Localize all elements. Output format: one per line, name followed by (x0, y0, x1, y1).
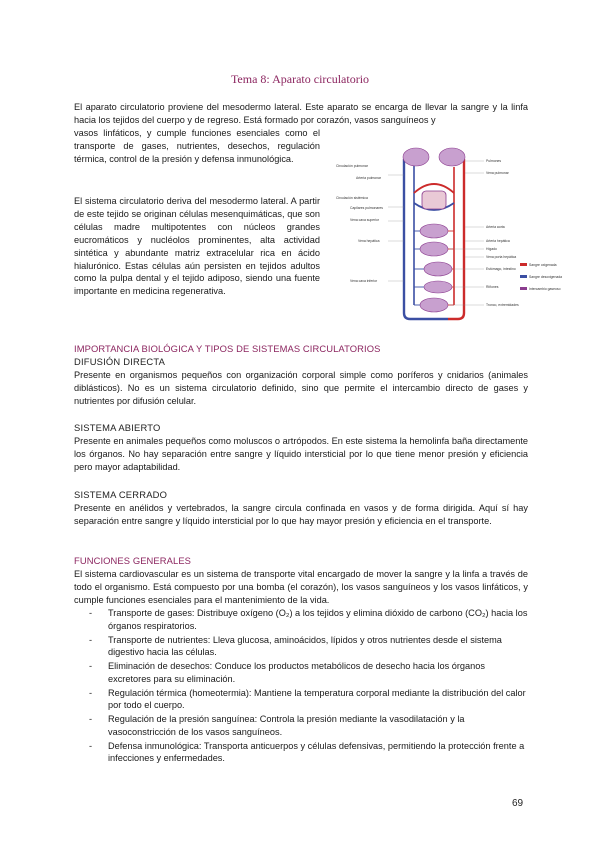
deoxygenated-vessel-main (404, 159, 448, 319)
label-vena-cava-inferior: Vena cava inferior (350, 279, 378, 283)
legend-swatch-oxygenated (520, 263, 527, 266)
label-arteria-pulmonar: Arteria pulmonar (356, 176, 382, 180)
label-vena-hepatica: Vena hepática (358, 239, 380, 243)
liver-capillary (420, 242, 448, 256)
function-item (74, 687, 528, 712)
direct-diffusion-heading: DIFUSIÓN DIRECTA (74, 356, 166, 367)
function-item-text: Eliminación de desechos: Conduce los productos metabólicos de desecho hacia los órganos excretores para su eliminación. (108, 661, 485, 684)
label-vena-pulmonar: Vena pulmonar (486, 171, 509, 175)
gut-capillary (424, 262, 452, 276)
upper-body-capillary (420, 224, 448, 238)
functions-list (74, 607, 528, 766)
label-capilares-pulmonares: Capilares pulmonares (350, 206, 383, 210)
right-labels (486, 159, 519, 307)
list-dash: - (89, 687, 93, 698)
list-dash: - (89, 608, 93, 618)
heart-shape (422, 191, 446, 209)
open-system-text: Presente en animales pequeños como moluscos o artrópodos. En este sistema la hemolinfa baña directamente los órganos. No hay separación entre sangre y líquido intersticial por lo que tiene menor presión y eficiencia pero mayor adaptabilidad. (74, 436, 528, 472)
list-dash: - (89, 634, 93, 645)
diagram-legend (520, 263, 562, 291)
function-item-text: Transporte de nutrientes: Lleva glucosa, aminoácidos, lípidos y otros nutrientes desde el sistema digestivo hacia las células. (108, 634, 502, 658)
legend-swatch-exchange (520, 287, 527, 290)
function-item (74, 607, 528, 632)
lung-capillary-left (403, 148, 429, 166)
intro-paragraph-top: El aparato circulatorio proviene del mesodermo lateral. Este aparato se encarga de llevar la sangre y la linfa hacia los tejidos del cuerpo y de regreso. Está formado por corazón, vasos sanguíneos y (74, 102, 528, 125)
list-dash: - (89, 740, 93, 751)
function-item (74, 713, 528, 738)
legend-exchange: Intercambio gaseoso (529, 287, 561, 291)
function-item-text: Defensa inmunológica: Transporta anticuerpos y células defensivas, permitiendo la protección frente a infecciones y enfermedades. (108, 740, 525, 764)
page-title: Tema 8: Aparato circulatorio (230, 72, 370, 86)
label-vena-cava-superior: Vena cava superior (350, 218, 380, 222)
derivation-paragraph: El sistema circulatorio deriva del mesodermo lateral. A partir de este tejido se originan células mesenquimáticas, que son células madre multipotentes con núcleos grandes eucromáticos y nucléolos prominentes, alta actividad sintética y abundante matriz extracelular rica en ácido hialurónico. Estas células aún persisten en tejidos adultos como la pulpa dental y el tejido adiposo, siendo una fuente importante en medicina regenerativa. (74, 196, 320, 297)
functions-intro: El sistema cardiovascular es un sistema de transporte vital encargado de mover la sangre y la linfa a través de todo el organismo. Está compuesto por una bomba (el corazón), los vasos sanguíneos y los vasos linfáticos, y cumple funciones esenciales para el mantenimiento de la vida. (74, 569, 528, 605)
label-circulacion-pulmonar: Circulación pulmonar (336, 164, 368, 168)
label-arteria-hepatica: Arteria hepática (486, 239, 510, 243)
oxygenated-vessel-main (448, 159, 464, 319)
lung-capillary-right (439, 148, 465, 166)
direct-diffusion-text: Presente en organismos pequeños con organización corporal simple como poríferos y cnidarios (animales diblásticos). No es un sistema circulatorio definido, sino que permite el intercambio directo de gases y nutrientes por difusión celular. (74, 370, 528, 406)
intro-paragraph-rest: vasos linfáticos, y cumple funciones esenciales como el transporte de gases, nutrientes, desechos, regulación térmica, control de la presión y defensa inmunológica. (74, 128, 320, 164)
label-higado: Hígado (486, 247, 497, 251)
functions-heading: FUNCIONES GENERALES (74, 555, 192, 566)
function-item-text: Transporte de gases: Distribuye oxígeno (O₂) a los tejidos y elimina dióxido de carbono (CO₂) hacia los órganos respiratorios. (108, 608, 528, 631)
function-item (74, 740, 528, 765)
label-tronco-extremidades: Tronco, extremidades (486, 303, 519, 307)
label-estomago-intestino: Estómago, intestino (486, 267, 516, 271)
kidney-capillary (424, 281, 452, 293)
circulation-diagram (334, 145, 564, 325)
list-dash: - (89, 661, 93, 672)
circulation-diagram-svg (334, 145, 564, 325)
legend-oxygenated: Sangre oxigenada (529, 263, 557, 267)
closed-system-heading: SISTEMA CERRADO (74, 489, 168, 500)
importance-heading: IMPORTANCIA BIOLÓGICA Y TIPOS DE SISTEMAS CIRCULATORIOS (74, 343, 381, 354)
function-item (74, 634, 528, 659)
left-labels (336, 164, 383, 283)
label-vena-porta-hepatica: Vena porta hepática (486, 255, 517, 259)
label-circulacion-sistemica: Circulación sistémica (336, 196, 368, 200)
venous-branches (414, 231, 424, 305)
label-pulmones: Pulmones (486, 159, 502, 163)
label-rinones: Riñones (486, 285, 499, 289)
function-item-text: Regulación de la presión sanguínea: Controla la presión mediante la vasodilatación y la vasoconstricción de los vasos sanguíneos. (108, 714, 465, 737)
legend-deoxygenated: Sangre desoxigenada (529, 275, 562, 279)
legend-swatch-deoxygenated (520, 275, 527, 278)
capillary-beds (403, 148, 465, 312)
function-item (74, 660, 528, 685)
label-arteria-aorta: Arteria aorta (486, 225, 505, 229)
open-system-heading: SISTEMA ABIERTO (74, 422, 161, 433)
list-dash: - (89, 714, 93, 725)
page-number: 69 (512, 798, 524, 809)
limbs-capillary (420, 298, 448, 312)
closed-system-text: Presente en anélidos y vertebrados, la sangre circula confinada en vasos y de forma dirigida. Aquí sí hay separación entre sangre y líquido intersticial por lo que hay mayor presión y eficiencia en el transporte. (74, 503, 528, 526)
function-item-text: Regulación térmica (homeotermia): Mantiene la temperatura corporal mediante la distribución del calor por todo el cuerpo. (108, 687, 526, 711)
